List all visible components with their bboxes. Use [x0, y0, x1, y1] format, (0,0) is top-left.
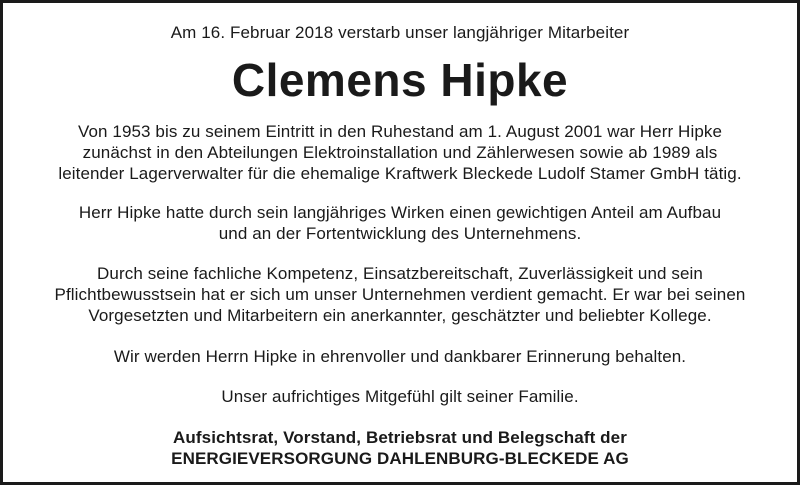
- career-paragraph-line: leitender Lagerverwalter für die ehemalige Kraftwerk Bleckede Ludolf Stamer GmbH tätig.: [58, 164, 742, 183]
- character-paragraph-line: Durch seine fachliche Kompetenz, Einsatzbereitschaft, Zuverlässigkeit und sein: [97, 264, 703, 283]
- contribution-paragraph-line: Herr Hipke hatte durch sein langjähriges Wirken einen gewichtigen Anteil am Aufbau: [78, 203, 722, 222]
- career-paragraph-line: zunächst in den Abteilungen Elektroinstallation und Zählerwesen sowie ab 1989 als: [82, 143, 718, 162]
- remembrance-line: Wir werden Herrn Hipke in ehrenvoller und dankbarer Erinnerung behalten.: [113, 347, 687, 366]
- condolence-line: Unser aufrichtiges Mitgefühl gilt seiner Familie.: [221, 387, 579, 406]
- intro-line: Am 16. Februar 2018 verstarb unser langjähriger Mitarbeiter: [170, 23, 630, 42]
- deceased-name: Clemens Hipke: [231, 54, 569, 106]
- character-paragraph-line: Pflichtbewusstsein hat er sich um unser Unternehmen verdient gemacht. Er war bei seinen: [54, 285, 746, 304]
- character-paragraph-line: Vorgesetzten und Mitarbeitern ein anerkannter, geschätzter und beliebter Kollege.: [88, 306, 712, 325]
- company-name: ENERGIEVERSORGUNG DAHLENBURG-BLECKEDE AG: [171, 449, 629, 468]
- signature-line: Aufsichtsrat, Vorstand, Betriebsrat und Belegschaft der: [173, 428, 627, 447]
- career-paragraph-line: Von 1953 bis zu seinem Eintritt in den Ruhestand am 1. August 2001 war Herr Hipke: [77, 122, 723, 141]
- contribution-paragraph-line: und an der Fortentwicklung des Unternehmens.: [218, 224, 582, 243]
